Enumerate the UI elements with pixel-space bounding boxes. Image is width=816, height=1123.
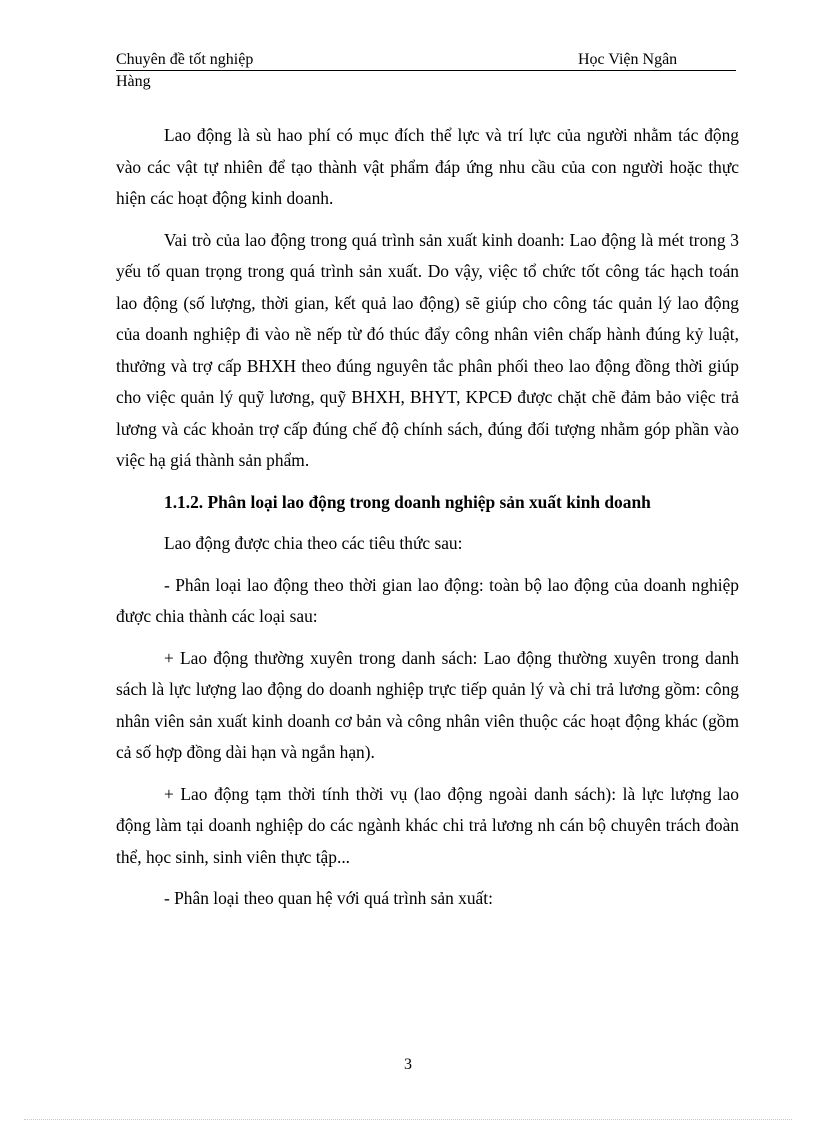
paragraph-classification-by-production: - Phân loại theo quan hệ với quá trình sản xuất: bbox=[164, 888, 493, 908]
header-document-title: Chuyên đề tốt nghiệp bbox=[116, 51, 254, 68]
header-rule-line bbox=[116, 50, 736, 71]
header-institution-continuation: Hàng bbox=[116, 73, 151, 90]
page-header bbox=[116, 50, 736, 92]
paragraph-labor-definition: Lao động là sù hao phí có mục đích thể lực và trí lực của người nhằm tác động vào các vật tự nhiên để tạo thành vật phẩm đáp ứng nhu cầu của con người hoặc thực hiện các hoạt động kinh doanh. bbox=[116, 125, 739, 208]
paragraph-temporary-labor: + Lao động tạm thời tính thời vụ (lao động ngoài danh sách): là lực lượng lao động làm tại doanh nghiệp do các ngành khác chi trả lương nh cán bộ chuyên trách đoàn thể, học sinh, sinh viên thực tập... bbox=[116, 783, 739, 867]
paragraph-classification-intro: Lao động được chia theo các tiêu thức sau: bbox=[164, 533, 463, 553]
header-institution-name: Học Viện Ngân bbox=[578, 51, 678, 68]
paragraph-regular-labor: + Lao động thường xuyên trong danh sách: Lao động thường xuyên trong danh sách là lực lượng lao động do doanh nghiệp trực tiếp quản lý và chi trả lương gồm: công nhân viên sản xuất kinh doanh cơ bản và công nhân viên thuộc các hoạt động khác (gồm cả số hợp đồng dài hạn và ngắn hạn). bbox=[116, 647, 739, 762]
document-body bbox=[116, 120, 739, 925]
paragraph-labor-role: Vai trò của lao động trong quá trình sản xuất kinh doanh: Lao động là mét trong 3 yếu tố quan trọng trong quá trình sản xuất. Do vậy, việc tổ chức tốt công tác hạch toán lao động (số lượng, thời gian, kết quả lao động) sẽ giúp cho công tác quản lý lao động của doanh nghiệp đi vào nề nếp từ đó thúc đẩy công nhân viên chấp hành đúng kỷ luật, thưởng và trợ cấp BHXH theo đúng nguyên tắc phân phối theo lao động đồng thời giúp cho việc quản lý quỹ lương, quỹ BHXH, BHYT, KPCĐ được chặt chẽ đảm bảo việc trả lương và các khoản trợ cấp đúng chế độ chính sách, đúng đối tượng nhằm góp phần vào việc hạ giá thành sản phẩm. bbox=[116, 229, 739, 470]
section-heading: 1.1.2. Phân loại lao động trong doanh nghiệp sản xuất kinh doanh bbox=[164, 491, 651, 512]
page-number: 3 bbox=[404, 1056, 412, 1073]
page-bottom-divider bbox=[24, 1119, 792, 1120]
paragraph-classification-by-time: - Phân loại lao động theo thời gian lao động: toàn bộ lao động của doanh nghiệp được chia thành các loại sau: bbox=[116, 574, 739, 626]
